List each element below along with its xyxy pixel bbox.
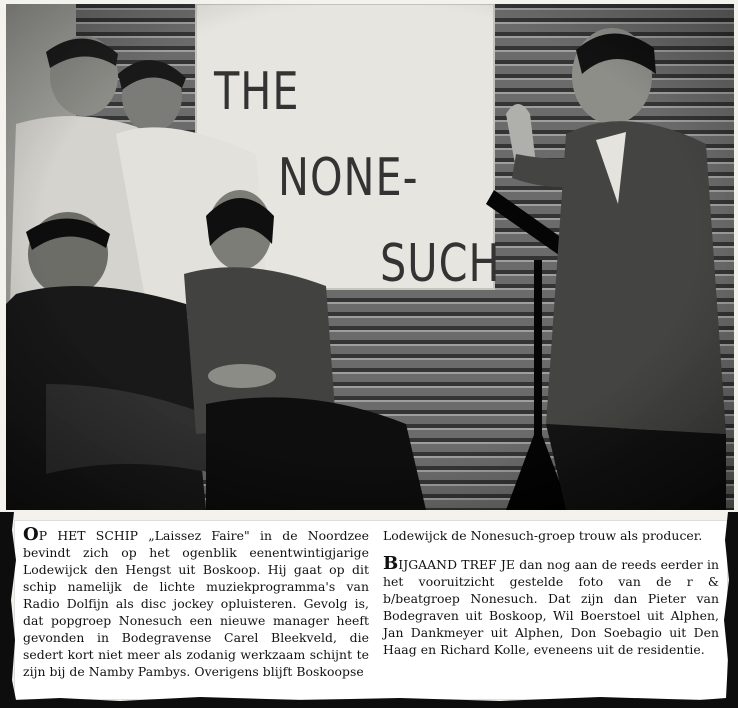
paragraph-body: „Laissez Faire" in de Noordzee bevindt zich op het ogenblik eenentwintigjarige Lodewijck den Hengst uit Boskoop. Hij gaat op dit schip namelijk de lichte muziekprogramma's van Radio Dolfijn als disc jockey opluisteren. Gevolg is, dat popgroep Nonesuch een nieuwe manager heeft gevonden in Bodegravense Carel Bleekveld, die sedert kort niet meer als zodanig werkzaam schijnt te zijn bij de Namby Pambys. Overigens blijft Boskoopse — [23, 528, 369, 679]
poster-line-2: NONE- — [278, 146, 419, 208]
drop-cap: B — [383, 553, 399, 574]
article-paragraph-continued: Lodewijck de Nonesuch-groep trouw als producer. — [383, 528, 703, 543]
paragraph-body: dan nog aan de reeds eerder in het vooruitzicht gestelde foto van de r & b/beatgroep Nonesuch. Dat zijn dan Pieter van Bodegraven uit Boskoop, Wil Boerstoel uit Alphen, Jan Dankmeyer uit Alphen, Don Soebagio uit Den Haag en Richard Kolle, eveneens uit de residentie. — [383, 557, 719, 657]
poster-line-3: SUCH — [380, 232, 501, 294]
poster-line-1: THE — [214, 60, 300, 122]
drop-cap: O — [23, 524, 39, 545]
lead-in: IJGAAND TREF JE — [398, 557, 516, 572]
lead-in: P HET SCHIP — [38, 528, 139, 543]
